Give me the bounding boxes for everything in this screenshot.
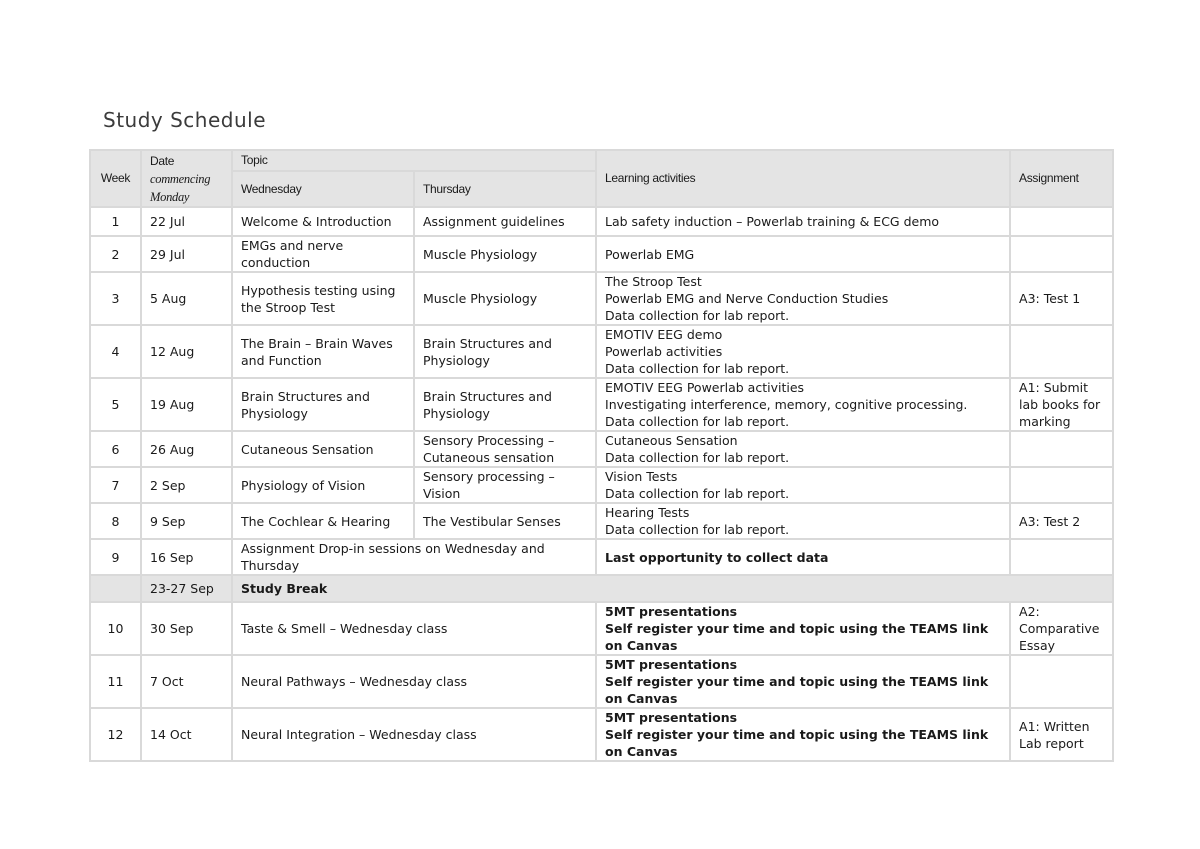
week-cell: 5 [90,378,141,431]
learning-line: Data collection for lab report. [605,361,790,376]
header-row [90,150,1113,171]
header-wednesday: Wednesday [232,171,414,207]
table-row [90,503,1113,539]
learning-cell [596,207,1010,236]
date-cell: 9 Sep [141,503,232,539]
learning-cell [596,378,1010,431]
learning-cell [596,503,1010,539]
learning-line: Powerlab EMG [605,246,695,262]
learning-cell [596,325,1010,378]
wednesday-cell: Physiology of Vision [232,467,414,503]
assignment-cell [1010,236,1113,272]
table-row [90,236,1113,272]
learning-body: Self register your time and topic using the TEAMS link on Canvas [605,727,989,759]
week-cell: 11 [90,655,141,708]
week-cell: 1 [90,207,141,236]
assignment-cell [1010,207,1113,236]
date-cell: 7 Oct [141,655,232,708]
week-cell: 8 [90,503,141,539]
study-schedule-table [89,149,1114,762]
week-cell: 12 [90,708,141,761]
table-row [90,207,1113,236]
week-cell: 6 [90,431,141,467]
topic-cell: Neural Pathways – Wednesday class [232,655,596,708]
learning-title: 5MT presentations [605,604,738,619]
learning-line: Powerlab EMG and Nerve Conduction Studies [605,291,889,306]
wednesday-cell: Welcome & Introduction [232,207,414,236]
wednesday-cell: Brain Structures and Physiology [232,378,414,431]
assignment-cell [1010,431,1113,467]
learning-cell [596,431,1010,467]
table-row [90,602,1113,655]
table-row [90,655,1113,708]
learning-line: Data collection for lab report. [605,308,790,323]
header-date [141,150,232,207]
date-cell: 29 Jul [141,236,232,272]
table-row [90,325,1113,378]
header-week: Week [90,150,141,207]
learning-line: Hearing Tests [605,505,690,520]
thursday-cell: Assignment guidelines [414,207,596,236]
learning-title: 5MT presentations [605,657,738,672]
header-assignment: Assignment [1010,150,1113,207]
assignment-cell: A1: Submit lab books for marking [1010,378,1113,431]
study-break-label: Study Break [232,575,1113,602]
table-row [90,467,1113,503]
wednesday-cell: Cutaneous Sensation [232,431,414,467]
thursday-cell: Brain Structures and Physiology [414,325,596,378]
date-cell: 19 Aug [141,378,232,431]
learning-line: Data collection for lab report. [605,486,790,501]
table-row [90,708,1113,761]
learning-line: Data collection for lab report. [605,414,790,429]
learning-title: 5MT presentations [605,710,738,725]
header-date-sub: commencing Monday [150,171,211,204]
study-break-row [90,575,1113,602]
date-cell: 12 Aug [141,325,232,378]
learning-line: Data collection for lab report. [605,522,790,537]
learning-line: Data collection for lab report. [605,450,790,465]
assignment-cell: A3: Test 1 [1010,272,1113,325]
week-cell: 7 [90,467,141,503]
table-row [90,378,1113,431]
wednesday-cell: Hypothesis testing using the Stroop Test [232,272,414,325]
learning-cell [596,272,1010,325]
table-row [90,539,1113,575]
header-date-label: Date [150,153,175,168]
assignment-cell: A3: Test 2 [1010,503,1113,539]
topic-cell: Neural Integration – Wednesday class [232,708,596,761]
learning-line: Lab safety induction – Powerlab training & ECG demo [605,214,940,229]
week-cell: 3 [90,272,141,325]
learning-body: Self register your time and topic using the TEAMS link on Canvas [605,674,989,706]
learning-line: Investigating interference, memory, cognitive processing. [605,397,968,412]
wednesday-cell: EMGs and nerve conduction [232,236,414,272]
thursday-cell: Muscle Physiology [414,236,596,272]
topic-cell: Taste & Smell – Wednesday class [232,602,596,655]
date-cell: 5 Aug [141,272,232,325]
week-cell: 4 [90,325,141,378]
date-cell: 26 Aug [141,431,232,467]
assignment-cell: A1: Written Lab report [1010,708,1113,761]
date-cell: 2 Sep [141,467,232,503]
thursday-cell: Sensory Processing – Cutaneous sensation [414,431,596,467]
week-cell [90,575,141,602]
learning-cell: Last opportunity to collect data [596,539,1010,575]
page-title: Study Schedule [103,108,267,132]
week-cell: 2 [90,236,141,272]
topic-cell: Assignment Drop-in sessions on Wednesday and Thursday [232,539,596,575]
assignment-cell [1010,325,1113,378]
learning-body: Self register your time and topic using the TEAMS link on Canvas [605,621,989,653]
header-thursday: Thursday [414,171,596,207]
thursday-cell: Sensory processing – Vision [414,467,596,503]
thursday-cell: The Vestibular Senses [414,503,596,539]
date-cell: 14 Oct [141,708,232,761]
header-topic: Topic [232,150,596,171]
date-cell: 30 Sep [141,602,232,655]
learning-cell [596,602,1010,655]
learning-line: EMOTIV EEG Powerlab activities [605,380,805,395]
learning-cell [596,236,1010,272]
thursday-cell: Brain Structures and Physiology [414,378,596,431]
wednesday-cell: The Cochlear & Hearing [232,503,414,539]
learning-cell [596,708,1010,761]
assignment-cell [1010,655,1113,708]
assignment-cell: A2: Comparative Essay [1010,602,1113,655]
header-learning: Learning activities [596,150,1010,207]
date-cell: 23-27 Sep [141,575,232,602]
learning-cell [596,467,1010,503]
date-cell: 22 Jul [141,207,232,236]
wednesday-cell: The Brain – Brain Waves and Function [232,325,414,378]
learning-line: The Stroop Test [605,274,702,289]
week-cell: 9 [90,539,141,575]
learning-line: Powerlab activities [605,344,723,359]
table-row [90,272,1113,325]
table-row [90,431,1113,467]
assignment-cell [1010,539,1113,575]
learning-line: Cutaneous Sensation [605,433,738,448]
assignment-cell [1010,467,1113,503]
date-cell: 16 Sep [141,539,232,575]
learning-line: Vision Tests [605,469,678,484]
thursday-cell: Muscle Physiology [414,272,596,325]
learning-cell [596,655,1010,708]
learning-line: EMOTIV EEG demo [605,327,723,342]
week-cell: 10 [90,602,141,655]
